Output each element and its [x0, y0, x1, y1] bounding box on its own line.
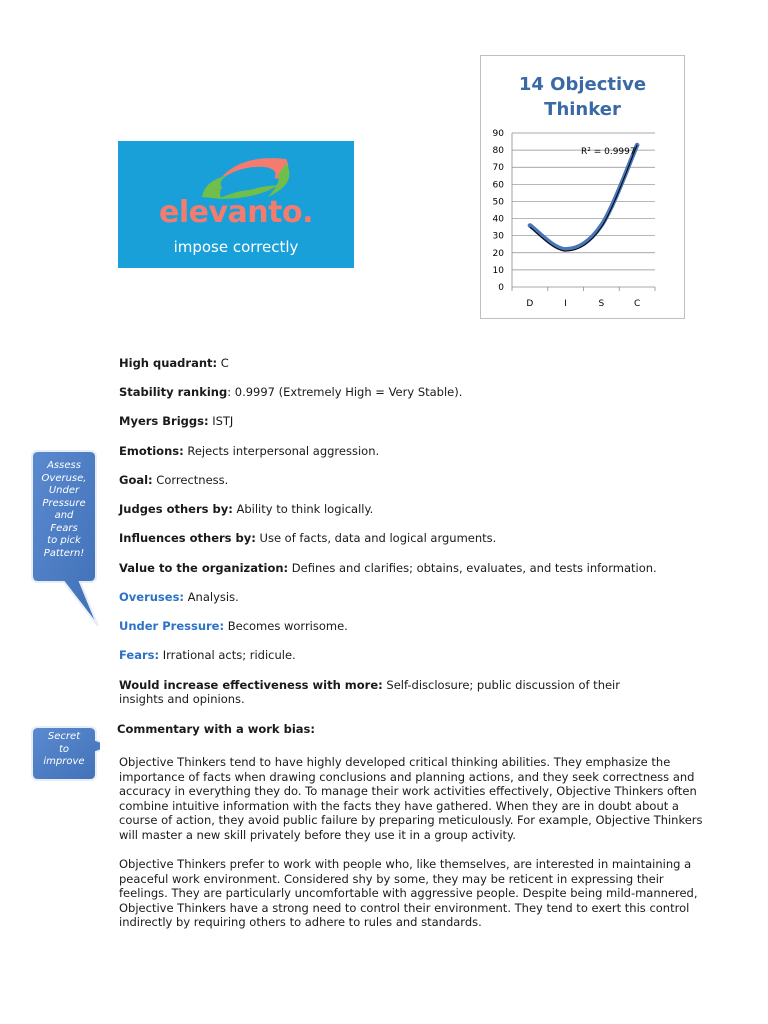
- field-row: [119, 648, 296, 662]
- y-tick-label: 50: [492, 197, 504, 208]
- chart-plot: [481, 56, 684, 318]
- callout-line: Overuse,: [41, 472, 87, 484]
- x-tick-label: I: [564, 299, 567, 309]
- field-value: Analysis.: [184, 590, 239, 604]
- field-row: [119, 531, 496, 545]
- field-row: [119, 356, 229, 370]
- callout-line: Assess: [47, 460, 81, 471]
- field-value: Self-disclosure; public discussion of their: [382, 678, 620, 692]
- callout-line: Pattern!: [43, 547, 85, 559]
- field-row: [119, 590, 239, 604]
- field-value: Use of facts, data and logical arguments.: [255, 531, 497, 545]
- assess-callout: [30, 448, 100, 630]
- r-squared-annotation: R² = 0.9997: [581, 147, 636, 158]
- y-tick-label: 60: [492, 180, 504, 191]
- field-label: High quadrant:: [119, 356, 218, 370]
- field-value: : 0.9997 (Extremely High = Very Stable).: [227, 385, 463, 399]
- field-label: Value to the organization:: [119, 561, 289, 575]
- field-label: Under Pressure:: [119, 619, 225, 633]
- field-row: [119, 385, 462, 399]
- callout-line: and: [54, 510, 74, 521]
- field-label: Fears:: [119, 648, 160, 662]
- field-value: ISTJ: [208, 414, 234, 428]
- field-label: Judges others by:: [119, 502, 233, 516]
- logo-tagline: impose correctly: [173, 238, 299, 256]
- y-tick-label: 10: [492, 265, 504, 276]
- callout-line: Fears: [50, 522, 78, 534]
- field-row: [119, 619, 348, 633]
- y-tick-label: 70: [492, 163, 504, 174]
- chart-title-line-1: 14 Objective: [518, 74, 647, 95]
- field-value: Ability to think logically.: [232, 502, 374, 516]
- y-tick-label: 40: [492, 214, 504, 225]
- field-label: Myers Briggs:: [119, 414, 209, 428]
- callout-line: Secret: [47, 731, 81, 742]
- y-tick-label: 30: [492, 231, 504, 242]
- commentary-heading: Commentary with a work bias:: [117, 722, 315, 736]
- y-tick-label: 0: [498, 283, 504, 293]
- y-tick-label: 20: [492, 248, 504, 259]
- assess-callout-text: [34, 460, 94, 560]
- commentary-paragraph-1: Objective Thinkers tend to have highly developed critical thinking abilities. They emphasize the importance of facts when drawing conclusions and planning actions, and they seek correctness and accuracy in everything they do. To manage their work activities effectively, Objective Thinkers often combine intuitive information with the facts they have gathered. When they are in doubt about a course of action, they avoid public failure by preparing meticulously. For example, Objective Thinkers will master a new skill privately before they use it in a group activity.: [119, 755, 703, 842]
- field-row: [119, 444, 379, 458]
- secret-callout-text: [34, 731, 94, 769]
- series-line-trendline: [530, 145, 637, 251]
- field-row: [119, 502, 373, 516]
- y-tick-label: 90: [492, 129, 504, 139]
- commentary-paragraph-2: Objective Thinkers prefer to work with people who, like themselves, are interested in maintaining a peaceful work environment. Considered shy by some, they may be reticent in expressing their feelings. They are particularly uncomfortable with aggressive people. Despite being mild-mannered, Objective Thinkers have a strong need to control their environment. They tend to exert this control indirectly by requiring others to adhere to rules and standards.: [119, 857, 698, 930]
- x-tick-label: C: [633, 299, 641, 309]
- field-row: [119, 473, 228, 487]
- field-value: Correctness.: [152, 473, 229, 487]
- field-value: Rejects interpersonal aggression.: [183, 444, 380, 458]
- field-row: [119, 561, 657, 575]
- secret-callout: [30, 724, 100, 784]
- logo-wordmark: elevanto.: [159, 195, 313, 230]
- callout-line: Under: [48, 485, 80, 496]
- field-label: Influences others by:: [119, 531, 256, 545]
- field-label: Stability ranking: [119, 385, 228, 399]
- field-row: [119, 414, 233, 428]
- field-label: Overuses:: [119, 590, 185, 604]
- field-label: Would increase effectiveness with more:: [119, 678, 383, 692]
- y-tick-label: 80: [492, 146, 504, 157]
- field-value: Defines and clarifies; obtains, evaluates, and tests information.: [288, 561, 657, 575]
- field-label: Goal:: [119, 473, 153, 487]
- field-value: C: [217, 356, 229, 370]
- elevanto-logo: [118, 141, 354, 268]
- x-tick-label: D: [526, 299, 534, 309]
- callout-line: improve: [43, 756, 85, 767]
- series-line-profile: [530, 145, 637, 249]
- field-label: Emotions:: [119, 444, 184, 458]
- callout-line: Pressure: [42, 497, 86, 509]
- disc-chart: [480, 55, 685, 319]
- callout-line: to: [58, 743, 70, 755]
- chart-title-line-2: Thinker: [544, 99, 621, 120]
- x-tick-label: S: [598, 299, 605, 309]
- field-value: Becomes worrisome.: [224, 619, 348, 633]
- field-value-continued: insights and opinions.: [119, 692, 245, 706]
- callout-line: to pick: [47, 535, 81, 546]
- field-row: [119, 678, 620, 706]
- field-value: Irrational acts; ridicule.: [159, 648, 296, 662]
